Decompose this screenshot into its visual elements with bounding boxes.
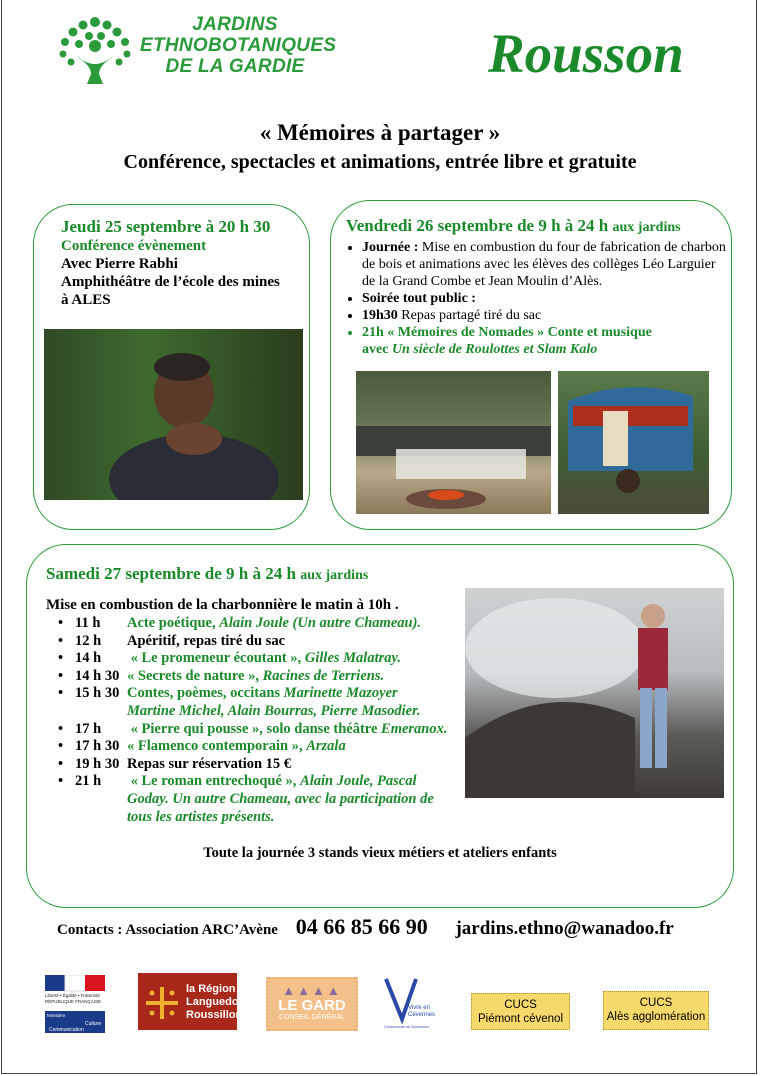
item-text: Repas partagé tiré du sac [397, 308, 542, 323]
page-subtitle: Conférence, spectacles et animations, entrée libre et gratuite [123, 151, 637, 173]
schedule-row [58, 773, 468, 791]
schedule-performer: Racines de Terriens. [262, 667, 385, 684]
item-title: « Mémoires de Nomades » Conte et musique [383, 325, 652, 340]
item-with: avec [362, 342, 392, 357]
schedule-time: 12 h [75, 632, 102, 649]
republique-francaise-logo [45, 975, 105, 1033]
schedule-row [58, 668, 468, 686]
schedule-text: « Flamenco contemporain », [127, 738, 307, 755]
photo-pierre-rabhi [44, 329, 303, 500]
schedule-row [58, 633, 468, 651]
rf-line: Liberté • Égalité • Fraternité [45, 993, 100, 998]
list-item [362, 324, 726, 358]
schedule-row [58, 791, 468, 809]
item-text: Mise en combustion du four de fabrication de charbon de bois et animations avec les élèves des collèges Léo Larguier de la Grand Combe et Jean Moulin d’Alès. [362, 240, 726, 289]
bullet-icon: • [58, 738, 64, 755]
schedule-performer: Arzala [306, 738, 346, 755]
schedule-text: « Le roman entrechoqué », [127, 773, 301, 790]
bullet-icon: • [58, 773, 64, 790]
thursday-event: Conférence évènement [61, 238, 207, 254]
gard-line: LE GARD [278, 997, 346, 1014]
saturday-heading-suffix: aux jardins [300, 568, 369, 583]
schedule-time: 14 h [75, 650, 102, 667]
rf-line: RÉPUBLIQUE FRANÇAISE [45, 999, 102, 1004]
item-lead: 19h30 [362, 308, 398, 323]
schedule-time: 17 h [75, 720, 102, 737]
contacts [57, 914, 674, 940]
saturday-heading: Samedi 27 septembre de 9 h à 24 h [46, 564, 296, 583]
bullet-icon: • [58, 755, 64, 772]
bullet-icon: • [58, 720, 64, 737]
vivre-en-cevennes-logo [382, 975, 437, 1030]
cucs-ales-logo [603, 991, 709, 1030]
thursday-speaker: Avec Pierre Rabhi [61, 256, 178, 272]
schedule-performer: Alain Joule (Un autre Chameau). [219, 615, 422, 631]
friday-heading: Vendredi 26 septembre de 9 h à 24 h [346, 216, 609, 235]
contacts-email: jardins.ethno@wanadoo.fr [455, 918, 674, 939]
thursday-place: Amphithéâtre de l’école des mines [61, 274, 280, 290]
region-languedoc-roussillon-logo [138, 973, 245, 1030]
item-with-italic: Un siècle de Roulottes et Slam Kalo [391, 342, 598, 357]
schedule-time: 11 h [75, 615, 101, 631]
friday-text [346, 215, 726, 358]
schedule-text: « Pierre qui pousse », solo danse théâtre [127, 720, 382, 737]
cross-icon [144, 985, 180, 1021]
photo-caravan [558, 371, 709, 514]
cucs-title: CUCS [639, 997, 673, 1009]
item-lead: 21h [362, 325, 384, 340]
item-lead: Journée : [362, 240, 419, 255]
friday-heading-suffix: aux jardins [612, 220, 681, 235]
list-item [362, 290, 726, 307]
region-line: la Région [186, 983, 236, 995]
schedule-performer: Marinette Mazoyer [283, 685, 398, 702]
schedule-time: 19 h 30 [75, 755, 120, 772]
bullet-icon: • [58, 615, 64, 631]
schedule-time: 21 h [75, 773, 102, 790]
schedule-text: Contes, poèmes, occitans [127, 685, 284, 702]
thursday-heading: Jeudi 25 septembre à 20 h 30 [61, 217, 271, 236]
bullet-icon: • [58, 685, 64, 702]
schedule-performer: Martine Michel, Alain Bourras, Pierre Masodier. [127, 702, 421, 719]
list-item [362, 307, 726, 324]
rf-line: Ministère [47, 1013, 66, 1018]
vivre-line: Vivre en [408, 1005, 430, 1011]
schedule-performer: Alain Joule, Pascal [300, 773, 417, 790]
schedule-performer: tous les artistes présents. [127, 808, 275, 825]
schedule-row [58, 615, 468, 633]
cucs-subtitle: Piémont cévenol [477, 1013, 564, 1025]
photo-audience [356, 371, 551, 514]
saturday-intro: Mise en combustion de la charbonnière le matin à 10h . [46, 597, 399, 613]
thursday-city: à ALES [61, 292, 111, 308]
logo-line: DE LA GARDIE [165, 56, 305, 77]
schedule-row [58, 809, 468, 827]
schedule-time: 17 h 30 [75, 738, 120, 755]
gard-houses-icon: ▲▲▲▲ [282, 983, 342, 998]
contacts-label: Contacts : Association ARC’Avène [57, 922, 278, 938]
cucs-subtitle: Alès agglomération [606, 1011, 706, 1023]
logo-line: JARDINS [192, 14, 278, 35]
list-item [362, 239, 726, 290]
photo-charcoal-kiln [465, 588, 724, 798]
rf-line: Communication [49, 1027, 84, 1033]
schedule-performer: Emeranox. [381, 720, 448, 737]
page-title: « Mémoires à partager » [259, 120, 501, 145]
schedule-text: « Le promeneur écoutant », [127, 650, 305, 667]
schedule-text: Repas sur réservation 15 € [127, 755, 292, 772]
item-lead: Soirée tout public : [362, 291, 476, 306]
logo-line: ETHNOBOTANIQUES [140, 35, 337, 56]
schedule-text: Apéritif, repas tiré du sac [127, 632, 285, 649]
gard-line: CONSEIL GÉNÉRAL [279, 1014, 345, 1021]
cucs-piemont-logo [471, 993, 570, 1030]
region-line: Languedoc [186, 996, 245, 1008]
schedule-row [58, 738, 468, 756]
thursday-text [61, 216, 301, 309]
schedule-time: 14 h 30 [75, 667, 120, 684]
vivre-line: Cévennes [408, 1012, 436, 1018]
le-gard-logo [266, 977, 358, 1031]
schedule-row [58, 756, 468, 774]
bullet-icon: • [58, 667, 64, 684]
contacts-phone: 04 66 85 66 90 [295, 914, 428, 939]
friday-heading-row [346, 215, 726, 239]
tree-logo-icon [55, 14, 135, 86]
bullet-icon: • [58, 632, 64, 649]
schedule-performer: Gilles Malatray. [304, 650, 402, 667]
schedule-row [58, 703, 468, 721]
saturday-schedule [58, 615, 468, 826]
schedule-row [58, 650, 468, 668]
cucs-title: CUCS [504, 999, 537, 1011]
schedule-text: Acte poétique, [127, 615, 220, 631]
schedule-time: 15 h 30 [75, 685, 120, 702]
bullet-icon: • [58, 650, 64, 667]
logo-text [140, 14, 337, 77]
town-name: Rousson [488, 23, 684, 84]
rf-line: Culture [85, 1021, 102, 1027]
saturday-heading-row [46, 564, 368, 584]
friday-list [346, 239, 726, 358]
saturday-footer: Toute la journée 3 stands vieux métiers et ateliers enfants [203, 845, 557, 861]
schedule-row [58, 721, 468, 739]
region-line: Roussillon [186, 1009, 243, 1021]
schedule-row [58, 685, 468, 703]
schedule-text: « Secrets de nature », [127, 667, 263, 684]
vivre-line: Communauté de Communes [384, 1025, 429, 1029]
schedule-performer: Goday. Un autre Chameau, avec la participation de [127, 790, 434, 807]
